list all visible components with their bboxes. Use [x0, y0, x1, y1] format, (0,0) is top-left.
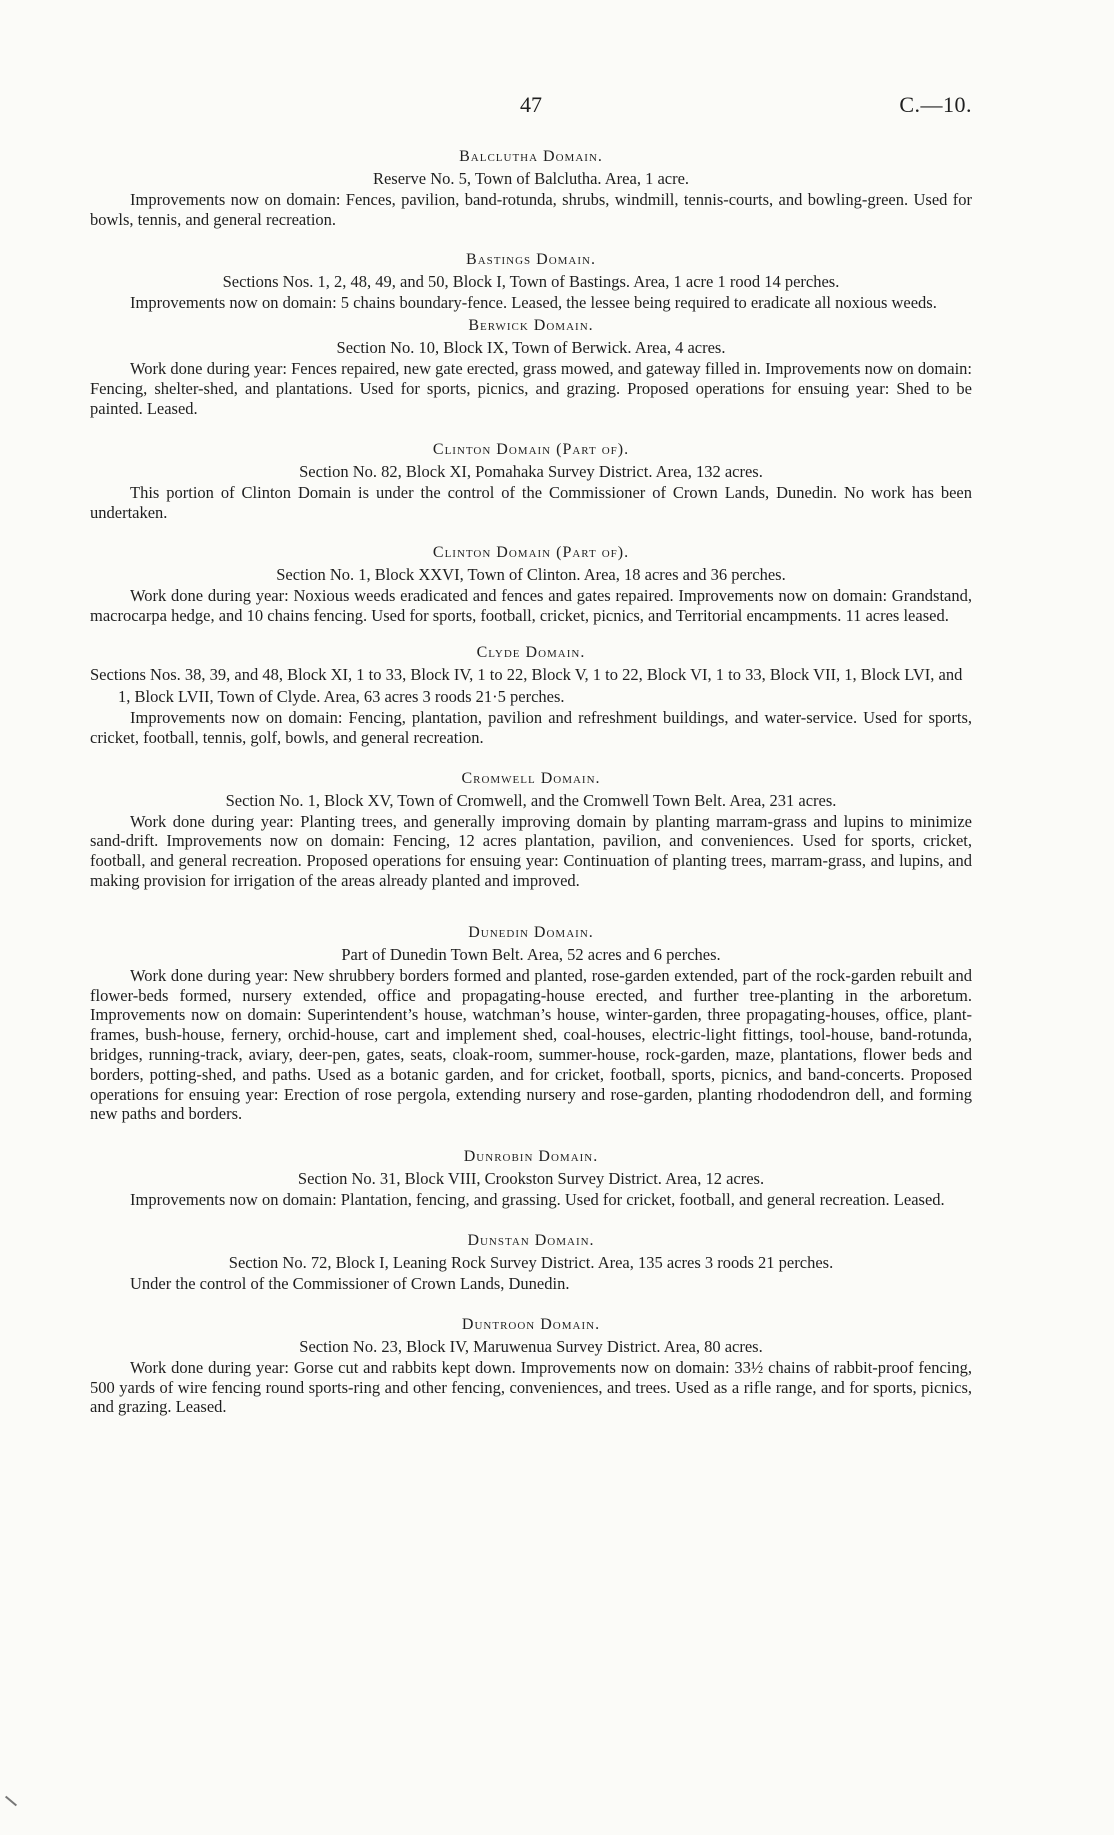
section-cromwell-domain [90, 768, 972, 891]
section-location: Reserve No. 5, Town of Balclutha. Area, 1 acre. [372, 169, 690, 188]
document-body [90, 146, 972, 1417]
section-paragraph: Work done during year: Fences repaired, new gate erected, grass mowed, and gateway filled in. Improvements now on domain: Fencing, shelter-shed, and plantations. Used for sports, picnics, and grazing. Proposed operations for ensuing year: Shed to be painted. Leased. [90, 359, 972, 418]
section-paragraph: Under the control of the Commissioner of Crown Lands, Dunedin. [130, 1273, 570, 1293]
section-paragraph: Work done during year: Gorse cut and rabbits kept down. Improvements now on domain: 33½ chains of rabbit-proof fencing, 500 yards of wire fencing round sports-ring and other fencing, conveniences, and trees. Used as a rifle range, and for sports, picnics, and grazing. Leased. [90, 1357, 972, 1417]
section-paragraph: Work done during year: New shrubbery borders formed and planted, rose-garden extended, part of the rock-garden rebuilt and flower-beds formed, nursery extended, office and propagating-house erected, and further tree-planting in the arboretum. Improvements now on domain: Superintendent’s house, watchman’s house, winter-garden, three propagating-houses, office, plant-frames, bush-house, fernery, orchid-house, cart and implement shed, coal-houses, electric-light fittings, tool-house, band-rotunda, bridges, running-track, aviary, deer-pen, gates, seats, cloak-room, summer-house, rock-garden, maze, plantations, flower beds and borders, potting-shed, and paths. Used as a botanic garden, and for cricket, football, sports, picnics, and band-concerts. Proposed operations for ensuing year: Erection of rose pergola, extending nursery and rose-garden, planting rhododendron dell, and forming new paths and borders. [90, 965, 972, 1124]
section-paragraph: Improvements now on domain: Fencing, plantation, pavilion and refreshment buildings, and water-service. Used for sports, cricket, football, tennis, golf, bowls, and general recreation. [90, 707, 972, 747]
page-number: 47 [520, 92, 542, 117]
section-location: Sections Nos. 38, 39, and 48, Block XI, 1 to 33, Block IV, 1 to 22, Block V, 1 to 22, Block VI, 1 to 33, Block VII, 1, Block LVI, and 1, Block LVII, Town of Clyde. Area, 63 acres 3 roods 21·5 perches. [90, 664, 963, 706]
section-location: Section No. 1, Block XXVI, Town of Clinton. Area, 18 acres and 36 perches. [276, 565, 786, 585]
section-duntroon-domain [90, 1314, 972, 1417]
section-title: Bastings Domain. [466, 250, 596, 268]
section-title: Dunedin Domain. [468, 923, 594, 941]
section-title: Clyde Domain. [476, 643, 586, 661]
section-location: Section No. 23, Block IV, Maruwenua Survey District. Area, 80 acres. [299, 1336, 763, 1356]
section-clyde-domain [90, 642, 972, 748]
scan-mark [5, 1796, 17, 1807]
section-location: Section No. 72, Block I, Leaning Rock Survey District. Area, 135 acres 3 roods 21 perches. [228, 1252, 834, 1272]
section-dunrobin-domain [90, 1146, 972, 1210]
section-clinton-domain-town [90, 542, 972, 626]
section-title: Berwick Domain. [468, 317, 594, 335]
section-paragraph: Improvements now on domain: Fences, pavilion, band-rotunda, shrubs, windmill, tennis-courts, and bowling-green. Used for bowls, tennis, and general recreation. [90, 190, 972, 229]
section-paragraph: Work done during year: Noxious weeds eradicated and fences and gates repaired. Improvements now on domain: Grandstand, macrocarpa hedge, and 10 chains fencing. Used for sports, football, cricket, picnics, and Territorial encampments. 11 acres leased. [90, 586, 972, 626]
section-title: Clinton Domain (Part of). [432, 544, 630, 562]
page-reference: C.—10. [899, 92, 972, 117]
section-clinton-domain-pomahaka [90, 439, 972, 523]
section-location: Section No. 82, Block XI, Pomahaka Survey District. Area, 132 acres. [299, 461, 763, 481]
section-location: Section No. 31, Block VIII, Crookston Survey District. Area, 12 acres. [297, 1169, 765, 1189]
section-location: Section No. 10, Block IX, Town of Berwick. Area, 4 acres. [336, 338, 726, 358]
section-location: Sections Nos. 1, 2, 48, 49, and 50, Block I, Town of Bastings. Area, 1 acre 1 rood 14 perches. [222, 271, 840, 291]
section-title: Dunstan Domain. [467, 1231, 595, 1249]
section-paragraph: This portion of Clinton Domain is under the control of the Commissioner of Crown Lands, Dunedin. No work has been undertaken. [90, 482, 972, 522]
section-berwick-domain [90, 315, 972, 418]
section-title: Balclutha Domain. [459, 148, 603, 165]
section-balclutha-domain [90, 146, 972, 230]
section-location: Section No. 1, Block XV, Town of Cromwell, and the Cromwell Town Belt. Area, 231 acres. [225, 790, 837, 810]
section-paragraph: Improvements now on domain: 5 chains boundary-fence. Leased, the lessee being required to eradicate all noxious weeds. [130, 292, 937, 312]
section-paragraph: Improvements now on domain: Plantation, fencing, and grassing. Used for cricket, football, and general recreation. Leased. [130, 1190, 945, 1210]
section-bastings-domain [90, 249, 972, 313]
section-title: Duntroon Domain. [461, 1315, 601, 1333]
section-paragraph: Work done during year: Planting trees, and generally improving domain by planting marram-grass and lupins to minimize sand-drift. Improvements now on domain: Fencing, 12 acres plantation, pavilion, and conveniences. Used for sports, cricket, football, and general recreation. Proposed operations for ensuing year: Continuation of planting trees, marram-grass, and lupins, and making provision for irrigation of the areas already planted and improved. [90, 811, 972, 890]
section-dunstan-domain [90, 1230, 972, 1294]
page-header [90, 92, 972, 122]
section-title: Cromwell Domain. [461, 769, 601, 787]
section-location: Part of Dunedin Town Belt. Area, 52 acres and 6 perches. [341, 944, 721, 964]
section-dunedin-domain [90, 922, 972, 1124]
section-title: Clinton Domain (Part of). [432, 440, 630, 458]
section-title: Dunrobin Domain. [463, 1148, 599, 1166]
